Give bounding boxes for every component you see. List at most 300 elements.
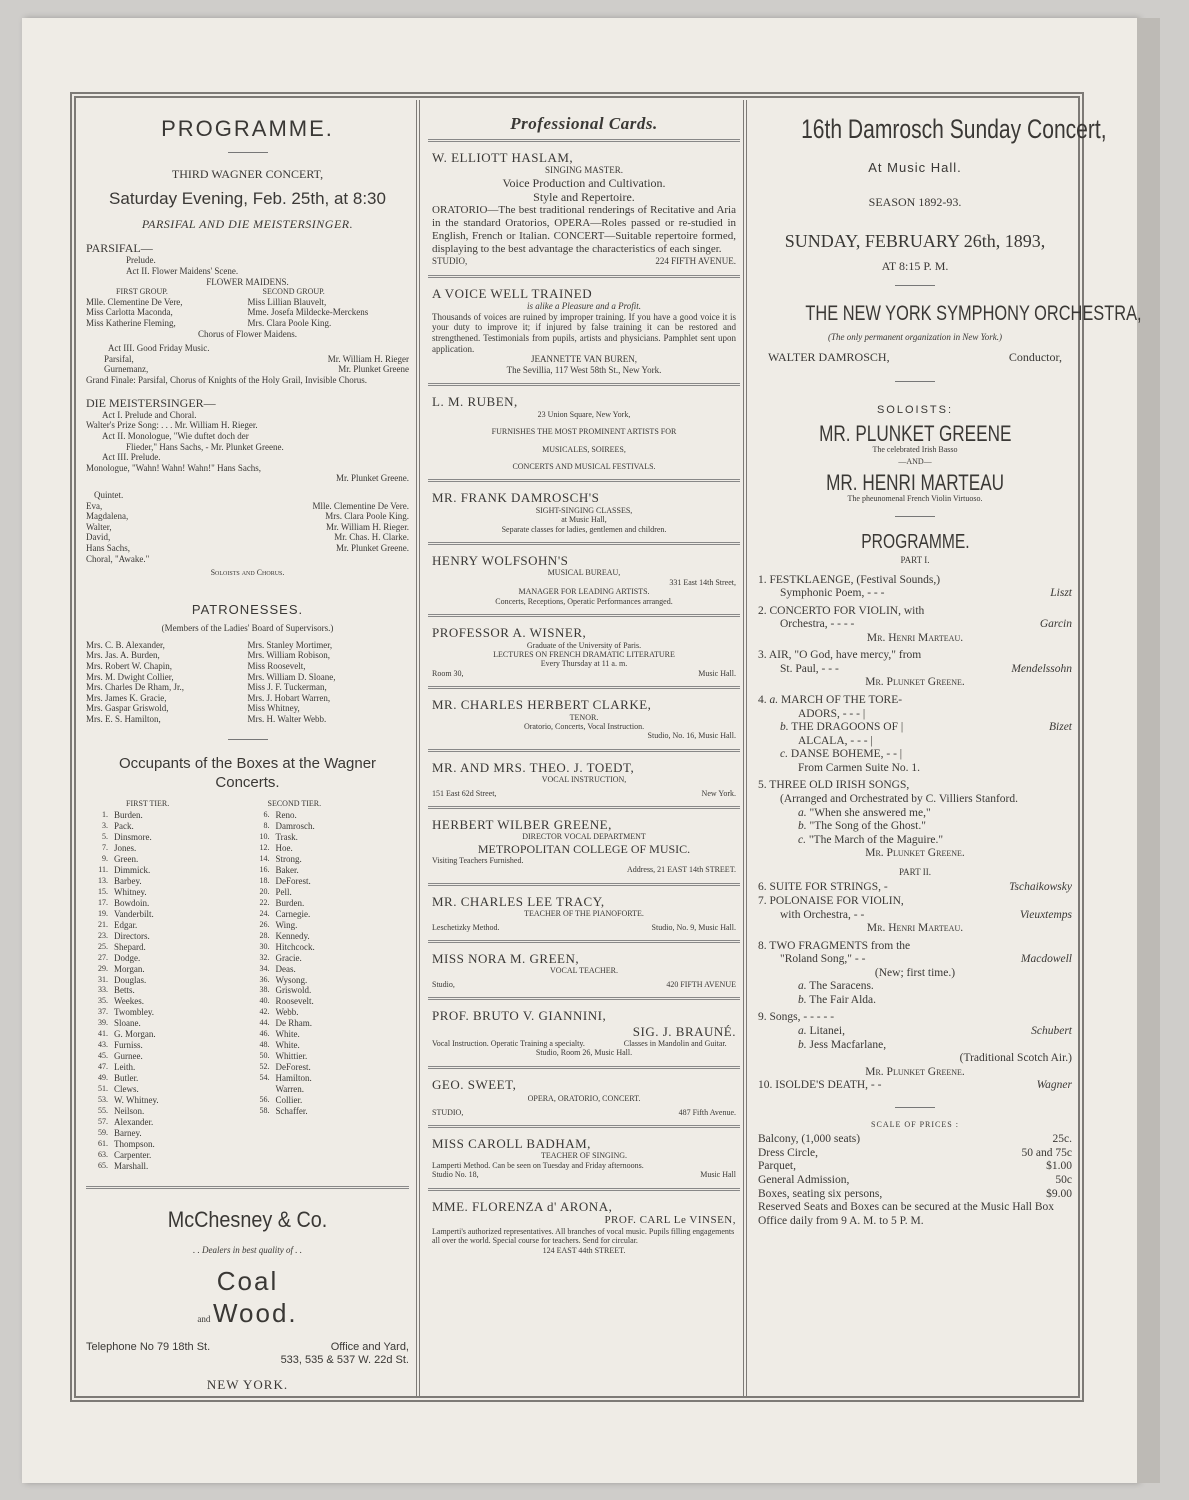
box-row <box>248 854 410 865</box>
card-giannini: PROF. BRUTO V. GIANNINI, SIG. J. BRAUNÉ. Vocal Instruction. Operatic Training a specialty. Classes in Mandolin and Guitar. Studio, Room 26, Music Hall. <box>432 1008 736 1058</box>
box-row <box>248 1051 410 1062</box>
box-row <box>86 1073 248 1084</box>
soloist-marteau: MR. HENRI MARTEAU <box>826 470 1004 496</box>
card-name: MR. AND MRS. THEO. J. TOEDT, <box>432 759 635 775</box>
occupants-title: Occupants of the Boxes at the Wagner Concerts. <box>118 754 377 792</box>
parsifal-line: Act II. Flower Maidens' Scene. <box>126 266 239 277</box>
quintet-row: Hans Sachs, Mr. Plunket Greene. <box>86 543 409 554</box>
box-number: 29. <box>98 963 108 973</box>
box-number: 34. <box>259 963 270 973</box>
box-number: 5. <box>102 831 108 841</box>
box-row <box>86 953 248 964</box>
grand-finale: Grand Finale: Parsifal, Chorus of Knights of the Holy Grail, Invisible Chorus. <box>86 375 367 385</box>
box-row <box>86 909 248 920</box>
divider <box>428 275 740 278</box>
card-toedt: MR. AND MRS. THEO. J. TOEDT, VOCAL INSTRUCTION, 151 East 62d Street, New York. <box>432 759 736 798</box>
meister-line: Act I. Prelude and Choral. <box>102 409 197 420</box>
box-row <box>86 1117 248 1128</box>
page-spine <box>1137 18 1160 1483</box>
box-row <box>86 887 248 898</box>
box-row <box>248 1073 410 1084</box>
programme-item: 6. SUITE FOR STRINGS, - Tschaikowsky <box>758 881 1072 894</box>
box-row <box>248 942 410 953</box>
divider <box>428 749 740 752</box>
group-headers <box>86 287 409 296</box>
quintet-heading: Quintet. <box>94 490 124 501</box>
box-occupant: W. Whitney. <box>114 1095 159 1106</box>
box-occupant: Douglas. <box>114 974 147 985</box>
programme-item: 4. a. MARCH OF THE TORE- <box>758 694 903 707</box>
card-badham: MISS CAROLL BADHAM, TEACHER OF SINGING. Lamperti Method. Can be seen on Tuesday and Friday afternoons. Studio No. 18, Music Hall <box>432 1136 736 1180</box>
soloist-greene: MR. PLUNKET GREENE <box>818 420 1012 446</box>
box-occupant: Butler. <box>114 1073 139 1084</box>
soloist-wrap <box>758 470 1072 494</box>
ad-city: NEW YORK. <box>206 1376 289 1392</box>
divider <box>895 516 935 517</box>
box-occupant: Baker. <box>275 864 299 875</box>
box-number: 23. <box>98 930 108 940</box>
first-tier-list <box>86 810 248 1172</box>
ad-address: 533, 535 & 537 W. 22d St. <box>280 1353 409 1366</box>
soloists-heading: SOLOISTS: <box>876 403 954 416</box>
box-row <box>86 832 248 843</box>
programme-heading: PROGRAMME. <box>860 530 970 553</box>
box-row <box>86 964 248 975</box>
box-number: 39. <box>98 1018 108 1028</box>
box-occupant: Pell. <box>275 886 292 897</box>
box-occupant: Damrosch. <box>275 820 315 831</box>
column-divider-2 <box>743 100 747 1396</box>
patronesses-subtitle: (Members of the Ladies' Board of Supervisors.) <box>161 623 334 634</box>
ad-office: Office and Yard, <box>330 1340 409 1353</box>
venue: At Music Hall. <box>868 160 962 175</box>
divider <box>428 614 740 617</box>
box-row <box>248 1106 410 1117</box>
card-sweet: GEO. SWEET, OPERA, ORATORIO, CONCERT. STUDIO, 487 Fifth Avenue. <box>432 1076 736 1117</box>
divider <box>428 383 740 386</box>
box-number: 13. <box>98 875 108 885</box>
act3: Act III. Good Friday Music. <box>108 343 210 354</box>
box-row <box>86 1007 248 1018</box>
box-row <box>86 1095 248 1106</box>
programme-item: 7. POLONAISE FOR VIOLIN, <box>758 894 904 907</box>
box-occupant: G. Morgan. <box>114 1029 156 1040</box>
divider <box>428 542 740 545</box>
concert-date: Saturday Evening, Feb. 25th, at 8:30 <box>109 189 386 209</box>
orchestra-wrap <box>758 301 1142 328</box>
box-number: 12. <box>259 842 270 852</box>
box-occupant: Warren. <box>275 1084 305 1095</box>
box-occupant: Thompson. <box>114 1139 155 1150</box>
second-group: SECOND GROUP. <box>262 287 325 297</box>
ad-wood: Wood. <box>212 1298 298 1329</box>
box-number: 24. <box>259 908 270 918</box>
divider <box>428 1125 740 1128</box>
card-name: MR. FRANK DAMROSCH'S <box>432 490 600 506</box>
box-number: 33. <box>98 985 108 995</box>
box-occupant: Whitney. <box>114 886 147 897</box>
card-name: L. M. RUBEN, <box>432 394 518 410</box>
patronesses-title: PATRONESSES. <box>191 601 304 617</box>
conductor-name: WALTER DAMROSCH, <box>768 350 890 365</box>
soloist-marteau-desc: The pheunomenal French Violin Virtuoso. <box>847 494 983 504</box>
box-row <box>248 832 410 843</box>
box-number: 61. <box>98 1139 108 1149</box>
quintet-row: David, Mr. Chas. H. Clarke. <box>86 532 409 543</box>
box-number: 15. <box>98 886 108 896</box>
divider <box>895 1107 935 1108</box>
box-number: 25. <box>98 941 108 951</box>
card-name: MISS CAROLL BADHAM, <box>432 1136 591 1152</box>
choral: Choral, "Awake." <box>86 553 150 564</box>
card-arona: MME. FLORENZA d' ARONA, PROF. CARL Le VINSEN, Lamperti's authorized representatives. All branches of vocal music. Pupils filling engagements all over the world. Special course for teachers. Send for circular. 124 EAST 44th STREET. <box>432 1198 736 1255</box>
box-number: 1. <box>102 809 108 819</box>
box-occupant: Wing. <box>275 919 298 930</box>
box-occupant: Barbey. <box>114 875 142 886</box>
orchestra-note: (The only permanent organization in New York.) <box>827 331 1003 342</box>
card-name: HENRY WOLFSOHN'S <box>432 553 569 569</box>
box-occupant: Carpenter. <box>114 1150 152 1161</box>
box-number: 31. <box>98 974 108 984</box>
conductor-row <box>758 350 1072 364</box>
box-number: 16. <box>259 864 270 874</box>
price-list <box>758 1133 1072 1201</box>
reserved-seats-note: Reserved Seats and Boxes can be secured at the Music Hall Box Office daily from 9 A. M. to 5 P. M. <box>758 1201 1055 1227</box>
box-number: 43. <box>98 1040 108 1050</box>
divider <box>428 940 740 943</box>
programme-title: PROGRAMME. <box>161 116 334 141</box>
first-group: FIRST GROUP. <box>116 287 168 297</box>
price-row: General Admission, 50c <box>758 1173 1072 1186</box>
meister-line: Flieder," Hans Sachs, - Mr. Plunket Greene. <box>126 441 284 452</box>
box-row <box>86 1018 248 1029</box>
box-number: 41. <box>98 1029 108 1039</box>
box-occupant: Furniss. <box>114 1040 143 1051</box>
group-row: Miss Katherine Fleming, Mrs. Clara Poole King. <box>86 317 332 328</box>
box-occupant: Gurnee. <box>114 1051 143 1062</box>
card-clarke: MR. CHARLES HERBERT CLARKE, TENOR. Oratorio, Concerts, Vocal Instruction. Studio, No. 16, Music Hall. <box>432 697 736 741</box>
box-occupant: Hitchcock. <box>275 941 315 952</box>
box-number: 57. <box>98 1117 108 1127</box>
box-number: 11. <box>98 864 108 874</box>
box-row <box>248 898 410 909</box>
part-two: PART II. <box>899 866 931 877</box>
box-row <box>248 909 410 920</box>
box-number: 49. <box>98 1073 108 1083</box>
meister-line: Act III. Prelude. <box>102 452 161 463</box>
price-row: Dress Circle, 50 and 75c <box>758 1146 1072 1159</box>
box-occupant: Trask. <box>275 831 298 842</box>
box-number: 35. <box>98 996 108 1006</box>
box-row <box>248 931 410 942</box>
box-occupant: Sloane. <box>114 1018 141 1029</box>
parsifal-heading: PARSIFAL— <box>86 241 153 256</box>
box-number: 21. <box>98 919 108 929</box>
box-occupant: Jones. <box>114 842 137 853</box>
box-occupant: Edgar. <box>114 919 138 930</box>
card-wolfsohn: HENRY WOLFSOHN'S MUSICAL BUREAU, 331 East 14th Street, MANAGER FOR LEADING ARTISTS. Concerts, Receptions, Operatic Performances arranged. <box>432 553 736 606</box>
box-number: 45. <box>98 1051 108 1061</box>
box-row <box>248 985 410 996</box>
box-occupant: Dinsmore. <box>114 831 152 842</box>
price-row: Boxes, seating six persons, $9.00 <box>758 1187 1072 1200</box>
box-number: 6. <box>263 809 270 819</box>
concert-title: 16th Damrosch Sunday Concert, <box>801 114 1107 144</box>
box-row <box>248 1029 410 1040</box>
box-row <box>248 953 410 964</box>
box-number: 19. <box>98 908 108 918</box>
programme-list: 1. FESTKLAENGE, (Festival Sounds,) Symphonic Poem, - - - Liszt 2. CONCERTO FOR VIOLIN, with Orchestra, - - - - Garcin Mr. Henri Marteau. 3. AIR, "O God, have mercy," from St. Paul, - - - Mendelssohn Mr. Plunket Greene. 4. a. MARCH OF THE TORE- ADORS, - - - | b. THE DRAGOONS OF | Bizet ALCALA, - - - | c. DANSE BOHEME, - - | From Carmen Suite No. 1. 5. THREE OLD IRISH SONGS, (Arranged and Orchestrated by C. Villiers Stanford. a. "When she answered me," b. "The Song of the Ghost." c. "The March of the Maguire." Mr. Plunket Greene. PART II. 6. SUITE FOR STRINGS, - Tschaikowsky 7. POLONAISE FOR VIOLIN, with Orchestra, - - Vieuxtemps Mr. Henri Marteau. 8. TWO FRAGMENTS from the "Roland Song," - - Macdowell (New; first time.) a. The Saracens. b. The Fair Alda. 9. Songs, - - - - - a. Litanei, Schubert b. Jess Macfarlane, (Traditional Scotch Air.) Mr. Plunket Greene. 10. ISOLDE'S DEATH, - - Wagner <box>758 573 1072 1092</box>
cast-row: Gurnemanz, Mr. Plunket Greene <box>104 364 409 375</box>
box-number: 37. <box>98 1007 108 1017</box>
card-name: A VOICE WELL TRAINED <box>432 285 593 301</box>
soloist-greene-desc: The celebrated Irish Basso <box>872 444 958 454</box>
card-greene: HERBERT WILBER GREENE, DIRECTOR VOCAL DEPARTMENT METROPOLITAN COLLEGE OF MUSIC. Visiting Teachers Furnished. Address, 21 EAST 14th STREET. <box>432 817 736 875</box>
box-number: 44. <box>259 1018 270 1028</box>
box-occupant: Kennedy. <box>275 930 310 941</box>
box-row <box>248 1040 410 1051</box>
card-wisner: PROFESSOR A. WISNER, Graduate of the University of Paris. LECTURES ON FRENCH DRAMATIC LITERATURE Every Thursday at 11 a. m. Room 30, Music Hall. <box>432 625 736 678</box>
box-occupant: Deas. <box>275 963 296 974</box>
box-occupant: White. <box>275 1029 300 1040</box>
box-occupant: Clews. <box>114 1084 139 1095</box>
box-row <box>86 1150 248 1161</box>
quintet-row: Eva, Mlle. Clementine De Vere. <box>86 500 409 511</box>
box-number: 48. <box>259 1040 270 1050</box>
box-row <box>86 1029 248 1040</box>
programme-item: 5. THREE OLD IRISH SONGS, <box>758 779 910 792</box>
box-row <box>86 810 248 821</box>
box-number: 47. <box>98 1062 108 1072</box>
box-row <box>86 898 248 909</box>
box-row <box>248 821 410 832</box>
programme-column <box>80 100 415 1395</box>
box-occupant: De Rham. <box>275 1018 312 1029</box>
box-number: 36. <box>259 974 270 984</box>
box-occupant: Reno. <box>275 809 297 820</box>
patronesses-list: Mrs. C. B. Alexander, Mrs. Stanley Mortimer, Mrs. Jas. A. Burden, Mrs. William Robison, Mrs. Robert W. Chapin, Miss Roosevelt, Mrs. M. Dwight Collier, Mrs. William D. Sloane, Mrs. Charles De Rham, Jr., Miss J. F. Tuckerman, Mrs. James K. Gracie, Mrs. J. Hobart Warren, Mrs. Gaspar Griswold, Miss Whitney, Mrs. E. S. Hamilton, Mrs. H. Walter Webb. <box>86 639 336 724</box>
box-occupants <box>86 810 409 1172</box>
box-occupant: Shepard. <box>114 941 146 952</box>
divider <box>228 152 268 153</box>
box-row <box>86 843 248 854</box>
box-number: 14. <box>259 853 270 863</box>
soloist-wrap <box>758 421 1072 445</box>
concert-date: SUNDAY, FEBRUARY 26th, 1893, <box>784 231 1046 252</box>
box-number: 27. <box>98 952 108 962</box>
box-occupant: Burden. <box>275 897 305 908</box>
ad-company-name: McChesney & Co. <box>167 1206 328 1232</box>
card-haslam: W. ELLIOTT HASLAM, SINGING MASTER. Voice Production and Cultivation. Style and Repertoire. ORATORIO—The best traditional renderings of Recitative and Aria in the standard Oratorios, OPERA—Roles passed or re-studied in English, French or Italian. CONCERT—Suitable repertoire formed, displaying to the best advantage the characteristics of each singer. STUDIO, 224 FIFTH AVENUE. <box>432 150 736 267</box>
meister-line: Monologue, "Wahn! Wahn! Wahn!" Hans Sachs, <box>86 462 262 473</box>
divider <box>428 883 740 886</box>
concert-subtitle: PARSIFAL AND DIE MEISTERSINGER. <box>141 217 354 232</box>
parsifal-line: FLOWER MAIDENS. <box>206 276 289 287</box>
box-occupant: Weekes. <box>114 996 145 1007</box>
box-occupant: Hamilton. <box>275 1073 312 1084</box>
box-occupant: Alexander. <box>114 1117 154 1128</box>
box-row <box>86 1051 248 1062</box>
box-number: 50. <box>259 1051 270 1061</box>
box-occupant: Bowdoin. <box>114 897 150 908</box>
box-number: 26. <box>259 919 270 929</box>
card-name: PROF. BRUTO V. GIANNINI, <box>432 1008 607 1024</box>
price-row: Parquet, $1.00 <box>758 1160 1072 1173</box>
box-number: 58. <box>259 1106 270 1116</box>
divider <box>428 139 740 142</box>
box-number: 51. <box>98 1084 108 1094</box>
box-number: 10. <box>259 831 270 841</box>
meister-line: Mr. Plunket Greene. <box>336 473 409 484</box>
box-occupant: Twombley. <box>114 1007 155 1018</box>
and-separator: —AND— <box>898 457 932 467</box>
card-voice-trained: A VOICE WELL TRAINED is alike a Pleasure and a Profit. Thousands of voices are ruined by improper training. If you have a good voice it is your duty to improve it; if injured by false training it can be restored and strengthened. Testimonials from pupils, artists and physicians. Pamphlet sent upon application. JEANNETTE VAN BUREN, The Sevillia, 117 West 58th St., New York. <box>432 285 736 375</box>
soloists-and-chorus: Soloists and Chorus. <box>210 568 285 578</box>
box-row <box>248 975 410 986</box>
divider <box>895 285 935 286</box>
programme-wrap <box>758 531 1072 555</box>
box-number: 42. <box>259 1007 270 1017</box>
box-number: 3. <box>102 820 108 830</box>
box-number: 63. <box>98 1150 108 1160</box>
divider <box>428 997 740 1000</box>
box-row <box>86 1161 248 1172</box>
card-name: MME. FLORENZA d' ARONA, <box>432 1198 613 1214</box>
card-name: PROFESSOR A. WISNER, <box>432 625 587 641</box>
divider <box>428 686 740 689</box>
box-occupant: Burden. <box>114 809 143 820</box>
box-occupant: Pack. <box>114 820 134 831</box>
box-number: 56. <box>259 1095 270 1105</box>
card-name: MISS NORA M. GREEN, <box>432 951 580 967</box>
box-occupant: Schaffer. <box>275 1106 308 1117</box>
programme-item: 2. CONCERTO FOR VIOLIN, with <box>758 604 925 617</box>
tier-headers: FIRST TIER. SECOND TIER. <box>126 798 322 808</box>
box-row <box>86 975 248 986</box>
box-number <box>248 1084 276 1095</box>
box-row <box>248 887 410 898</box>
chorus-flower-maidens: Chorus of Flower Maidens. <box>198 328 297 339</box>
box-occupant: White. <box>275 1040 300 1051</box>
box-row <box>248 810 410 821</box>
box-row <box>248 1084 410 1095</box>
concert-time: AT 8:15 P. M. <box>881 258 949 273</box>
cast-row: Parsifal, Mr. William H. Rieger <box>104 353 409 364</box>
meister-line: Walter's Prize Song: . . . Mr. William H. Rieger. <box>86 420 258 431</box>
box-number: 59. <box>98 1128 108 1138</box>
box-number: 8. <box>263 820 270 830</box>
box-row <box>248 876 410 887</box>
box-row <box>86 1040 248 1051</box>
programme-item: 1. FESTKLAENGE, (Festival Sounds,) <box>758 573 941 586</box>
box-row <box>86 985 248 996</box>
box-occupant: Barney. <box>114 1128 142 1139</box>
box-row <box>248 1095 410 1106</box>
cards-title: Professional Cards. <box>510 114 658 133</box>
card-name: W. ELLIOTT HASLAM, <box>432 150 574 166</box>
card-damrosch: MR. FRANK DAMROSCH'S SIGHT-SINGING CLASSES, at Music Hall, Separate classes for ladies, gentlemen and children. <box>428 487 740 537</box>
divider <box>428 1066 740 1069</box>
concert-title-wrap <box>758 114 1107 148</box>
box-number: 17. <box>98 897 108 907</box>
box-occupant: Webb. <box>275 1007 299 1018</box>
programme-item: 8. TWO FRAGMENTS from the <box>758 939 911 952</box>
box-number: 40. <box>259 996 270 1006</box>
price-row: Balcony, (1,000 seats) 25c. <box>758 1133 1072 1146</box>
card-ruben: L. M. RUBEN, 23 Union Square, New York, FURNISHES THE MOST PROMINENT ARTISTS FOR MUSICALES, SOIREES, CONCERTS AND MUSICAL FESTIVALS. <box>428 391 740 474</box>
box-number: 18. <box>259 875 270 885</box>
box-number: 52. <box>259 1062 270 1072</box>
box-number: 38. <box>259 985 270 995</box>
box-occupant: Collier. <box>275 1095 303 1106</box>
meistersinger-heading: DIE MEISTERSINGER— <box>86 395 216 410</box>
box-occupant: DeForest. <box>275 1062 311 1073</box>
box-occupant: Griswold. <box>275 985 312 996</box>
card-name: MR. CHARLES LEE TRACY, <box>432 893 605 909</box>
box-row <box>86 1128 248 1139</box>
box-row <box>86 865 248 876</box>
ad-wood-line <box>86 1298 409 1329</box>
part-one: PART I. <box>900 554 930 565</box>
sunday-concert-column <box>752 100 1142 1395</box>
box-occupant: Marshall. <box>114 1160 149 1171</box>
box-row <box>86 920 248 931</box>
programme-item: 3. AIR, "O God, have mercy," from <box>758 649 922 662</box>
box-occupant: Neilson. <box>114 1106 145 1117</box>
programme-item: 10. ISOLDE'S DEATH, - - Wagner <box>758 1079 1072 1092</box>
box-row <box>248 1018 410 1029</box>
box-row <box>248 964 410 975</box>
divider <box>428 1188 740 1191</box>
box-occupant: Vanderbilt. <box>114 908 154 919</box>
second-tier-list <box>248 810 410 1172</box>
divider <box>428 806 740 809</box>
group-row: Miss Carlotta Maconda, Mme. Josefa Mildecke-Merckens <box>86 307 369 318</box>
box-occupant: Green. <box>114 853 139 864</box>
card-name: HERBERT WILBER GREENE, <box>432 817 612 833</box>
box-row <box>86 876 248 887</box>
professional-cards-column <box>425 100 743 1395</box>
divider <box>428 479 740 482</box>
card-name: GEO. SWEET, <box>432 1076 517 1092</box>
column-divider-1 <box>416 100 420 1396</box>
prices-title: SCALE OF PRICES : <box>871 1119 959 1129</box>
box-row <box>86 1084 248 1095</box>
quintet-row: Walter, Mr. William H. Rieger. <box>86 521 409 532</box>
box-row <box>248 996 410 1007</box>
box-row <box>248 920 410 931</box>
box-occupant: Hoe. <box>275 842 293 853</box>
box-row <box>86 821 248 832</box>
box-occupant: Betts. <box>114 985 135 996</box>
divider <box>228 739 268 740</box>
box-number: 30. <box>259 941 270 951</box>
ad-dealers: . . Dealers in best quality of . . <box>193 1244 302 1255</box>
box-row <box>248 1007 410 1018</box>
box-row <box>86 1062 248 1073</box>
box-row <box>248 865 410 876</box>
box-occupant: Whittier. <box>275 1051 308 1062</box>
card-tracy: MR. CHARLES LEE TRACY, TEACHER OF THE PIANOFORTE. Leschetizky Method. Studio, No. 9, Music Hall. <box>432 893 736 932</box>
card-nora-green: MISS NORA M. GREEN, VOCAL TEACHER. Studio, 420 FIFTH AVENUE <box>432 951 736 989</box>
box-occupant: Leith. <box>114 1062 136 1073</box>
box-row <box>248 1062 410 1073</box>
quintet-row: Magdalena, Mrs. Clara Poole King. <box>86 511 409 522</box>
conductor-role: Conductor, <box>1008 350 1062 365</box>
box-occupant: Gracie. <box>275 952 302 963</box>
ad-coal: Coal <box>216 1265 279 1296</box>
box-number: 22. <box>259 897 270 907</box>
